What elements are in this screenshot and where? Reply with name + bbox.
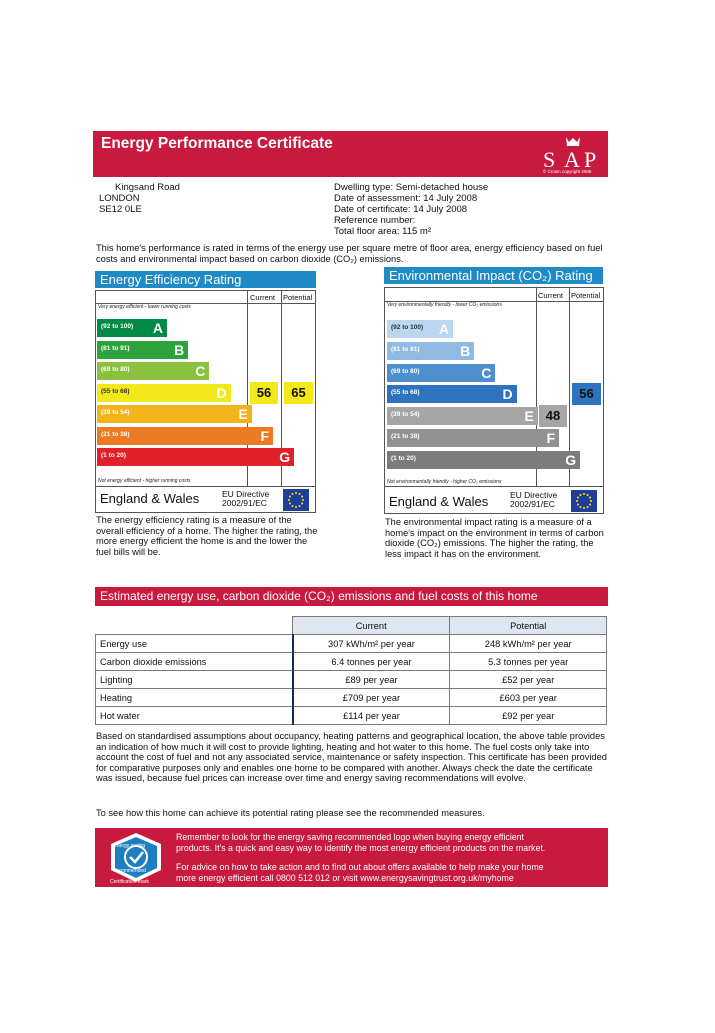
- band-c: [97, 362, 209, 380]
- assumptions-text: Based on standardised assumptions about occupancy, heating patterns and geographical location, the above table provides an indication of how much it will cost to provide lighting, heating and hot water to this home. The fuel costs only take into account the cost of fuel and not any associated service, maintenance or safety inspection. This certificate has been provided for comparative purposes only and enables one home to be compared with another. Always check the date the certificate was issued, because fuel prices can increase over time and energy saving recommendations will evolve.: [96, 731, 607, 784]
- svg-text:A: A: [564, 147, 580, 172]
- band-letter: G: [565, 451, 577, 468]
- row-current: £89 per year: [293, 671, 450, 689]
- band-range: (21 to 38): [391, 433, 420, 440]
- star-icon: [292, 493, 294, 495]
- column-current: Current: [538, 291, 564, 300]
- environmental-description: The environmental impact rating is a measure of a home's impact on the environment in terms of carbon dioxide (CO₂) emissions. The higher the rating, the less impact it has on the environment.: [385, 517, 604, 559]
- star-icon: [587, 494, 589, 496]
- column-potential: Potential: [571, 291, 601, 300]
- star-icon: [583, 507, 585, 509]
- star-icon: [301, 503, 303, 505]
- table-row: [96, 689, 607, 707]
- star-icon: [295, 506, 297, 508]
- row-potential: £52 per year: [450, 671, 607, 689]
- band-letter: A: [438, 321, 449, 337]
- star-icon: [289, 496, 291, 498]
- row-current: £709 per year: [293, 689, 450, 707]
- column-current: Current: [250, 293, 276, 302]
- band-letter: D: [502, 386, 513, 403]
- footer-line-2: products. It's a quick and easy way to identify the most energy efficient products on the market.: [176, 843, 546, 853]
- costs-table: [95, 616, 607, 725]
- band-range: (1 to 20): [391, 454, 416, 462]
- intro-text: This home's performance is rated in terms of the energy use per square metre of floor area, energy efficiency based on fuel costs and environmental impact based on carbon dioxide (CO₂) emissions.: [96, 243, 603, 264]
- row-potential: 5.3 tonnes per year: [450, 653, 607, 671]
- logo-caption: Certification mark: [110, 879, 149, 885]
- star-icon: [587, 506, 589, 508]
- band-letter: G: [279, 449, 291, 465]
- current-rating-arrow: 48: [539, 405, 567, 427]
- band-a: [387, 320, 453, 338]
- star-icon: [289, 503, 291, 505]
- star-icon: [299, 493, 301, 495]
- table-row: [96, 671, 607, 689]
- svg-text:P: P: [584, 147, 597, 172]
- logo-line-2: recommended: [114, 868, 146, 874]
- row-label: Lighting: [96, 671, 293, 689]
- band-a: [97, 319, 167, 337]
- header-potential: Potential: [450, 617, 607, 635]
- table-row: [96, 707, 607, 725]
- efficiency-title: Energy Efficiency Rating: [95, 271, 316, 288]
- band-range: (1 to 20): [101, 452, 126, 459]
- band-c: [387, 364, 495, 382]
- star-icon: [577, 497, 579, 499]
- energy-saving-logo: [107, 830, 165, 886]
- star-icon: [580, 506, 582, 508]
- table-header-row: [96, 617, 607, 635]
- row-potential: £92 per year: [450, 707, 607, 725]
- row-current: 307 kWh/m² per year: [293, 635, 450, 653]
- star-icon: [299, 505, 301, 507]
- potential-rating-arrow: 65: [284, 382, 313, 404]
- address-line-1: Kingsand Road: [115, 182, 180, 193]
- band-range: (92 to 100): [391, 324, 424, 331]
- star-icon: [295, 492, 297, 494]
- band-letter: D: [216, 384, 227, 401]
- band-letter: E: [238, 406, 248, 422]
- band-letter: F: [546, 430, 555, 446]
- footer-line-1: Remember to look for the energy saving recommended logo when buying energy efficient: [176, 832, 525, 842]
- top-note: Very energy efficient - lower running costs: [98, 304, 191, 310]
- band-letter: E: [524, 408, 534, 425]
- table-row: [96, 653, 607, 671]
- eu-directive: EU Directive 2002/91/EC: [510, 490, 558, 509]
- star-icon: [589, 504, 591, 506]
- table-row: [96, 635, 607, 653]
- star-icon: [580, 494, 582, 496]
- header-current: Current: [293, 617, 450, 635]
- environmental-title: Environmental Impact (CO₂) Rating: [384, 267, 603, 284]
- row-current: 6.4 tonnes per year: [293, 653, 450, 671]
- band-f: [97, 427, 273, 445]
- current-rating-arrow: 56: [250, 382, 278, 404]
- band-g: [387, 451, 580, 469]
- star-icon: [590, 500, 592, 502]
- address-line-2: LONDON: [99, 193, 140, 204]
- footer-line-3: For advice on how to take action and to find out about offers available to help make your home: [176, 862, 544, 872]
- eu-directive: EU Directive 2002/91/EC: [222, 489, 270, 508]
- band-e: [97, 405, 252, 423]
- band-letter: B: [174, 341, 185, 358]
- svg-text:S: S: [543, 147, 556, 172]
- star-icon: [302, 499, 304, 501]
- row-potential: 248 kWh/m² per year: [450, 635, 607, 653]
- bottom-note: Not energy efficient - higher running costs: [98, 478, 191, 484]
- divider: [384, 486, 604, 487]
- star-icon: [583, 493, 585, 495]
- copyright-note: © Crown copyright 2008: [543, 169, 592, 174]
- band-letter: C: [195, 363, 206, 379]
- reference-number: Reference number:: [334, 215, 416, 226]
- eu-flag-icon: [571, 490, 597, 512]
- band-range: (55 to 68): [101, 387, 130, 395]
- address-line-3: SE12 0LE: [99, 204, 142, 215]
- band-range: (69 to 80): [101, 366, 130, 373]
- assessment-date: Date of assessment: 14 July 2008: [334, 193, 478, 204]
- band-range: (81 to 91): [101, 344, 130, 352]
- star-icon: [288, 499, 290, 501]
- band-letter: C: [481, 364, 492, 381]
- row-label: Hot water: [96, 707, 293, 725]
- band-letter: F: [260, 427, 269, 444]
- costs-title: Estimated energy use, carbon dioxide (CO₂) emissions and fuel costs of this home: [95, 587, 608, 606]
- band-range: (92 to 100): [101, 323, 134, 330]
- band-range: (39 to 54): [391, 411, 420, 419]
- row-label: Carbon dioxide emissions: [96, 653, 293, 671]
- star-icon: [576, 500, 578, 502]
- country-label: England & Wales: [100, 491, 200, 506]
- divider: [95, 486, 316, 487]
- logo-line-1: energy saving: [114, 843, 146, 849]
- band-range: (55 to 68): [391, 389, 420, 397]
- band-d: [387, 385, 517, 403]
- potential-note: To see how this home can achieve its potential rating please see the recommended measures.: [96, 808, 485, 818]
- band-f: [387, 429, 559, 447]
- band-d: [97, 384, 231, 402]
- band-g: [97, 448, 294, 466]
- star-icon: [577, 504, 579, 506]
- footer-line-4: more energy efficient call 0800 512 012 or visit www.energysavingtrust.org.uk/myhome: [176, 873, 514, 883]
- header-blank: [96, 617, 293, 635]
- band-b: [97, 341, 188, 359]
- row-label: Energy use: [96, 635, 293, 653]
- band-range: (21 to 38): [101, 430, 130, 438]
- bottom-note: Not environmentally friendly - higher CO₂ emissions: [387, 479, 502, 485]
- crown-icon: [566, 137, 580, 146]
- top-note: Very environmentally friendly - lower CO₂ emissions: [387, 302, 502, 308]
- star-icon: [589, 497, 591, 499]
- row-current: £114 per year: [293, 707, 450, 725]
- eu-flag-icon: [283, 489, 309, 511]
- star-icon: [301, 496, 303, 498]
- band-b: [387, 342, 474, 360]
- potential-rating-arrow: 56: [572, 383, 601, 405]
- floor-area: Total floor area: 115 m²: [334, 226, 431, 237]
- row-potential: £603 per year: [450, 689, 607, 707]
- certificate-date: Date of certificate: 14 July 2008: [334, 204, 468, 215]
- band-letter: B: [460, 342, 471, 359]
- row-label: Heating: [96, 689, 293, 707]
- band-letter: A: [152, 320, 163, 336]
- dwelling-type: Dwelling type: Semi-detached house: [334, 182, 489, 193]
- band-range: (69 to 80): [391, 367, 420, 375]
- page-title: Energy Performance Certificate: [101, 135, 333, 152]
- band-e: [387, 407, 538, 425]
- column-potential: Potential: [283, 293, 313, 302]
- band-range: (81 to 91): [391, 345, 420, 353]
- country-label: England & Wales: [389, 494, 489, 509]
- band-range: (39 to 54): [101, 409, 130, 416]
- efficiency-description: The energy efficiency rating is a measure of the overall efficiency of a home. The higher the rating, the more energy efficient the home is and the lower the fuel bills will be.: [96, 515, 318, 557]
- star-icon: [292, 505, 294, 507]
